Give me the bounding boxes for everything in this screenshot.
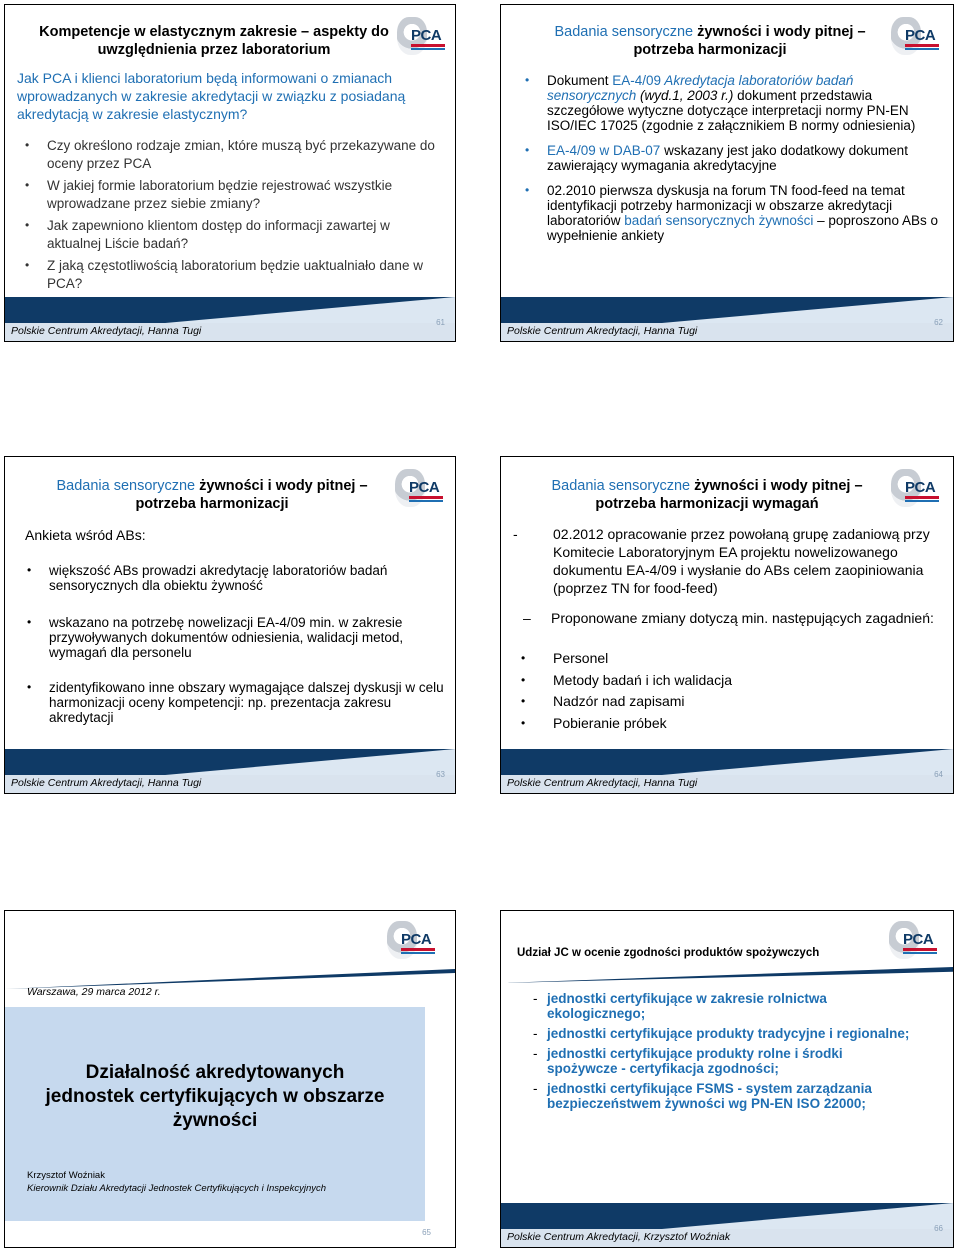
slide-63 [4, 456, 456, 794]
bullet-list [23, 137, 443, 292]
pca-logo [889, 921, 939, 965]
list-item: • W jakiej formie laboratorium będzie rejestrować wszystkie wprowadzane przez siebie zmiany? [23, 177, 443, 212]
page-number: 62 [934, 318, 943, 327]
logo-text: PCA [409, 479, 440, 496]
pca-logo [395, 469, 445, 513]
logo-text: PCA [903, 931, 934, 948]
bullet-list [25, 563, 445, 725]
footer [501, 749, 953, 793]
slide-66 [500, 910, 954, 1248]
presentation-title: Działalność akredytowanych jednostek certyfikujących w obszarze żywności [45, 1062, 385, 1131]
slide-title: Badania sensoryczne żywności i wody pitnej – potrzeba harmonizacji wymagań [551, 478, 863, 512]
pca-logo [387, 921, 437, 965]
pca-logo [891, 17, 941, 61]
list-item: • Pobieranie próbek [519, 714, 939, 732]
list-item: - jednostki certyfikujące w zakresie rolnictwa ekologicznego; [533, 991, 913, 1021]
author-block [27, 1169, 326, 1195]
footer-org: Polskie Centrum Akredytacji, Hanna Tugi [507, 325, 698, 337]
list-item: • 02.2010 pierwsza dyskusja na forum TN food-feed na temat identyfikacji potrzeby harmonizacji w obszarze akredytacji laboratoriów badań sensorycznych żywności – poproszono ABs o wypełnienie ankiety [523, 183, 943, 243]
author-name: Krzysztof Woźniak [27, 1170, 105, 1181]
footer [501, 1203, 953, 1247]
bullet-list [523, 73, 943, 243]
author-role: Kierownik Działu Akredytacji Jednostek Certyfikujących i Inspekcyjnych [27, 1183, 327, 1194]
slide-62 [500, 4, 954, 342]
slide-title: Udział JC w ocenie zgodności produktów spożywczych [517, 947, 820, 959]
page-number: 63 [436, 770, 445, 779]
slide-64 [500, 456, 954, 794]
slide-61 [4, 4, 456, 342]
bullet-list [519, 649, 939, 732]
logo-text: PCA [411, 27, 442, 44]
slide-65 [4, 910, 456, 1248]
list-item: • Dokument EA-4/09 Akredytacja laboratoriów badań sensorycznych (wyd.1, 2003 r.) dokument przedstawia szczegółowe wytyczne dotyczące interpretacji normy PN-EN ISO/IEC 17025 (zgodnie z załącznikiem B normy odniesienia) [523, 73, 943, 133]
logo-text: PCA [905, 479, 936, 496]
footer-org: Polskie Centrum Akredytacji, Hanna Tugi [11, 325, 202, 337]
dash-item: - 02.2012 opracowanie przez powołaną grupę zadaniową przy Komitecie Laboratoryjnym EA projektu nowelizowanego dokumentu EA-4/09 i wysłanie do ABs celem zaopiniowania (poprzez TN for food-feed) [513, 526, 930, 596]
page-number: 64 [934, 770, 943, 779]
list-item: • zidentyfikowano inne obszary wymagające dalszej dyskusji w celu harmonizacji oceny kompetencji: np. prezentacja zakresu akredytacji [25, 680, 445, 725]
footer [501, 297, 953, 341]
pca-logo [891, 469, 941, 513]
logo-text: PCA [401, 931, 432, 948]
list-item: • Czy określono rodzaje zmian, które muszą być przekazywane do oceny przez PCA [23, 137, 443, 172]
logo-text: PCA [905, 27, 936, 44]
list-item: • Nadzór nad zapisami [519, 692, 939, 710]
list-item: • Personel [519, 649, 939, 667]
footer [5, 297, 455, 341]
date: Warszawa, 29 marca 2012 r. [27, 986, 161, 998]
list-item: • wskazano na potrzebę nowelizacji EA-4/09 min. w zakresie przywoływanych dokumentów odniesienia, walidacji metod, wymagań dla personelu [25, 615, 445, 660]
footer-org: Polskie Centrum Akredytacji, Krzysztof Woźniak [507, 1231, 731, 1243]
list-item: - jednostki certyfikujące produkty rolne i środki spożywcze - certyfikacja zgodności; [533, 1046, 913, 1076]
list-item: - jednostki certyfikujące FSMS - system zarządzania bezpieczeństwem żywności wg PN-EN ISO 22000; [533, 1081, 913, 1111]
footer-org: Polskie Centrum Akredytacji, Hanna Tugi [507, 777, 698, 789]
intro-text: Jak PCA i klienci laboratorium będą informowani o zmianach wprowadzanych w zakresie akredytacji w związku z posiadaną akredytacją w zakresie elastycznym? [17, 70, 406, 122]
page-number: 65 [422, 1228, 431, 1237]
page-number: 61 [436, 318, 445, 327]
list-item: • EA-4/09 w DAB-07 wskazany jest jako dodatkowy dokument zawierający wymagania akredytacyjne [523, 143, 943, 173]
slide-title: Badania sensoryczne żywności i wody pitnej – potrzeba harmonizacji [554, 24, 866, 58]
list-item: - jednostki certyfikujące produkty tradycyjne i regionalne; [533, 1026, 913, 1041]
footer-org: Polskie Centrum Akredytacji, Hanna Tugi [11, 777, 202, 789]
sub-item: – Proponowane zmiany dotyczą min. następujących zagadnień: [523, 610, 934, 626]
list-item: • Metody badań i ich walidacja [519, 671, 939, 689]
list-item: • Jak zapewniono klientom dostęp do informacji zawartej w aktualnej Liście badań? [23, 217, 443, 252]
list-item: • Z jaką częstotliwością laboratorium będzie uaktualniało dane w PCA? [23, 257, 443, 292]
slide-title: Badania sensoryczne żywności i wody pitnej – potrzeba harmonizacji [56, 478, 368, 512]
list-item: • większość ABs prowadzi akredytację laboratoriów badań sensorycznych dla obiektu żywność [25, 563, 445, 593]
pca-logo [397, 17, 447, 61]
section-heading: Ankieta wśród ABs: [25, 527, 146, 543]
slide-title: Kompetencje w elastycznym zakresie – aspekty do uwzględnienia przez laboratorium [39, 24, 389, 58]
page-number: 66 [934, 1224, 943, 1233]
footer [5, 749, 455, 793]
bullet-list [533, 991, 913, 1116]
